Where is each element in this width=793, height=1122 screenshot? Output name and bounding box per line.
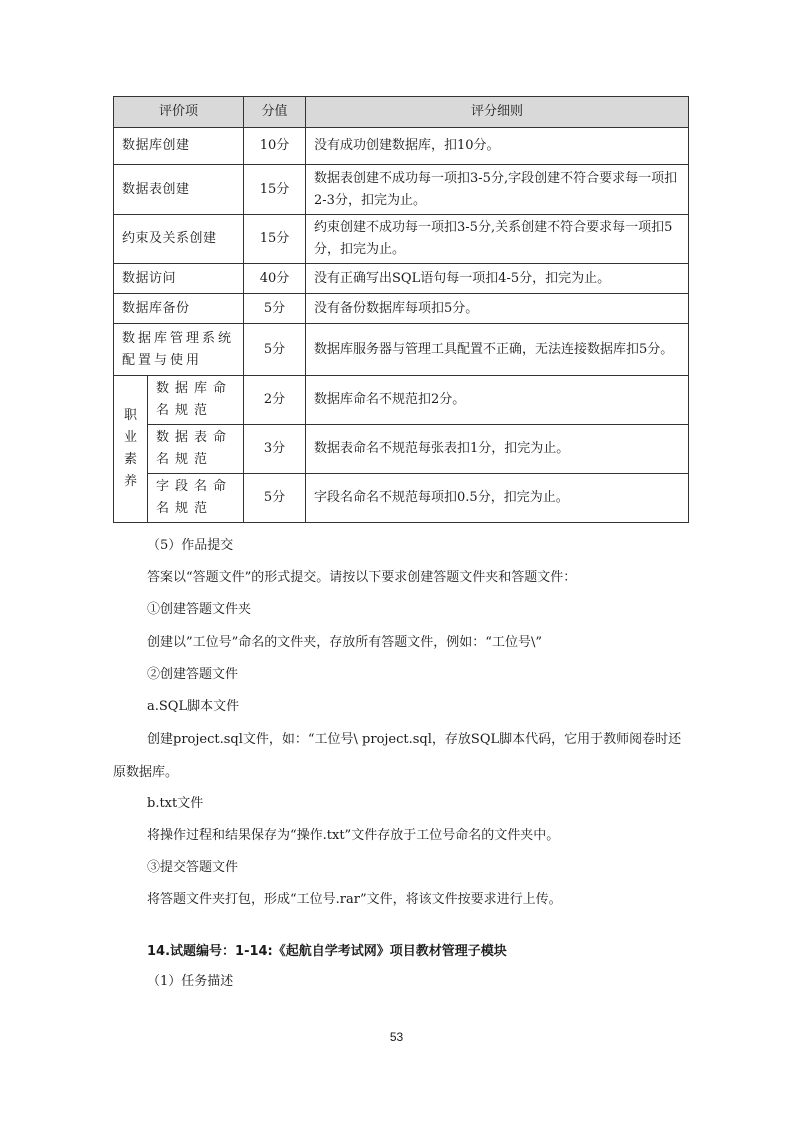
paragraph-submit-intro: 答案以“答题文件”的形式提交。请按以下要求创建答题文件夹和答题文件： <box>147 570 577 585</box>
section-heading: 14.试题编号：1-14:《起航自学考试网》项目教材管理子模块 <box>147 944 507 959</box>
paragraph-step-1: ①创建答题文件夹 <box>147 602 252 617</box>
scoring-table <box>113 96 689 523</box>
row-item: 数据表命名规范 <box>148 425 244 474</box>
paragraph-section-5: （5）作品提交 <box>147 538 234 553</box>
row-detail: 没有备份数据库每项扣5分。 <box>306 294 689 324</box>
category-char: 素 <box>123 452 137 467</box>
paragraph-upload: 将答题文件夹打包，形成“工位号.rar”文件，将该文件按要求进行上传。 <box>147 892 562 907</box>
row-score: 2分 <box>244 376 306 425</box>
table-header-row <box>114 97 689 128</box>
row-item: 数据库创建 <box>114 128 244 165</box>
paragraph-txt-desc: 将操作过程和结果保存为“操作.txt”文件存放于工位号命名的文件夹中。 <box>147 828 560 843</box>
paragraph-step-3: ③提交答题文件 <box>147 860 239 875</box>
page-number: 53 <box>389 1030 404 1044</box>
row-detail: 数据库命名不规范扣2分。 <box>306 376 689 425</box>
category-cell <box>114 376 148 523</box>
row-detail: 约束创建不成功每一项扣3-5分,关系创建不符合要求每一项扣5分，扣完为止。 <box>306 215 689 264</box>
header-detail: 评分细则 <box>306 97 689 128</box>
table-row <box>114 264 689 294</box>
row-item: 字段名命名规范 <box>148 474 244 523</box>
table-row <box>114 215 689 264</box>
row-score: 10分 <box>244 128 306 165</box>
row-item: 数据访问 <box>114 264 244 294</box>
table-row <box>114 425 689 474</box>
table-row <box>114 294 689 324</box>
table-row <box>114 324 689 376</box>
table-row <box>114 165 689 215</box>
paragraph-folder: 创建以”工位号”命名的文件夹，存放所有答题文件，例如：“工位号\” <box>147 635 542 650</box>
paragraph-sql-file: a.SQL脚本文件 <box>147 699 240 714</box>
row-detail: 字段名命名不规范每项扣0.5分，扣完为止。 <box>306 474 689 523</box>
row-item: 数据库命名规范 <box>148 376 244 425</box>
row-item: 约束及关系创建 <box>114 215 244 264</box>
table-row <box>114 376 689 425</box>
category-char: 养 <box>123 474 137 489</box>
header-item: 评价项 <box>114 97 244 128</box>
row-score: 40分 <box>244 264 306 294</box>
row-score: 5分 <box>244 324 306 376</box>
table-row <box>114 474 689 523</box>
category-char: 业 <box>123 430 137 445</box>
row-detail: 没有正确写出SQL语句每一项扣4-5分，扣完为止。 <box>306 264 689 294</box>
row-item: 数据表创建 <box>114 165 244 215</box>
header-score: 分值 <box>244 97 306 128</box>
row-detail: 没有成功创建数据库，扣10分。 <box>306 128 689 165</box>
row-detail: 数据表创建不成功每一项扣3-5分,字段创建不符合要求每一项扣2-3分，扣完为止。 <box>306 165 689 215</box>
row-score: 5分 <box>244 474 306 523</box>
row-score: 15分 <box>244 215 306 264</box>
category-char: 职 <box>123 408 137 423</box>
paragraph-step-2: ②创建答题文件 <box>147 667 239 682</box>
row-score: 3分 <box>244 425 306 474</box>
paragraph-task-desc: （1）任务描述 <box>147 974 234 989</box>
paragraph-sql-desc <box>113 723 693 789</box>
row-item: 数据库备份 <box>114 294 244 324</box>
row-detail: 数据表命名不规范每张表扣1分，扣完为止。 <box>306 425 689 474</box>
row-score: 15分 <box>244 165 306 215</box>
table-row <box>114 128 689 165</box>
row-score: 5分 <box>244 294 306 324</box>
paragraph-sql-desc-text: 创建project.sql文件，如：“工位号\ project.sql，存放SQL脚本代码，它用于教师阅卷时还原数据库。 <box>113 732 682 780</box>
row-item: 数据库管理系统配置与使用 <box>114 324 244 376</box>
paragraph-txt-file: b.txt文件 <box>147 796 204 811</box>
row-detail: 数据库服务器与管理工具配置不正确，无法连接数据库扣5分。 <box>306 324 689 376</box>
